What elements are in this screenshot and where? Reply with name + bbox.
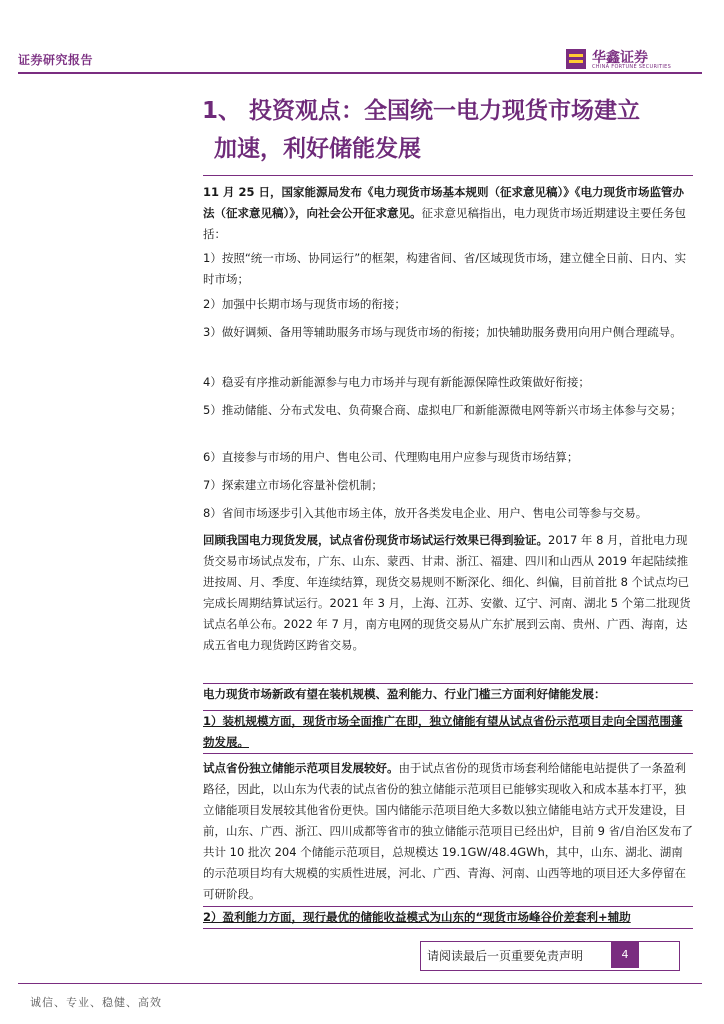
task-item: 7）探索建立市场化容量补偿机制； — [203, 478, 383, 492]
task-item: 1）按照“统一市场、协同运行”的框架，构建省间、省/区域现货市场，建立健全日前、日内、实时市场； — [203, 251, 687, 286]
task-item: 6）直接参与市场的用户、售电公司、代理购电用户应参与现货市场结算； — [203, 450, 579, 464]
point1-bold: 试点省份独立储能示范项目发展较好。 — [203, 761, 399, 775]
intro-divider — [203, 175, 693, 176]
section-heading — [202, 92, 702, 168]
review-rest: 2017 年 8 月，首批电力现货交易市场试点发布，广东、山东、蒙西、甘肃、浙江、福建、四川和山西从 2019 年起陆续推进按周、月、季度、年连续结算，现货交易规则不断深化、细化、纠偏，目前首批 8 个试点均已完成长周期结算试运行。2021 年 3 月，上海、江苏、安徽、辽宁、河南、湖北 5 个第二批现货试点名单公布。2022 年 7 月，南方电网的现货交易从广东扩展到云南、贵州、广西、海南，达成五省电力现货跨区跨省交易。 — [203, 533, 691, 652]
section-title: 电力现货市场新政有望在装机规模、盈利能力、行业门槛三方面利好储能发展： — [203, 687, 606, 701]
page-number: 4 — [611, 942, 639, 968]
logo-text: 华鑫证券 — [592, 50, 648, 66]
heading-line-1: 1、 投资观点：全国统一电力现货市场建立 — [202, 98, 641, 124]
task-item: 2）加强中长期市场与现货市场的衔接； — [203, 297, 406, 311]
intro-paragraph — [203, 182, 693, 245]
header-divider — [18, 72, 702, 74]
company-logo — [566, 47, 706, 73]
point1-title: 1）装机规模方面，现货市场全面推广在即，独立储能有望从试点省份示范项目走向全国范围蓬勃发展。 — [203, 710, 693, 754]
point1-paragraph — [203, 758, 693, 905]
report-type-label: 证券研究报告 — [18, 53, 94, 67]
task-item: 3）做好调频、备用等辅助服务市场与现货市场的衔接；加快辅助服务费用向用户侧合理疏导。 — [203, 325, 682, 339]
point1-rest: 由于试点省份的现货市场套利给储能电站提供了一条盈利路径，因此，以山东为代表的试点省份的独立储能示范项目已能够实现收入和成本基本打平，独立储能项目发展较其他省份更快。国内储能示范项目绝大多数以独立储能电站方式开发建设，目前，山东、广西、浙江、四川成都等省市的独立储能示范项目已经出炉，目前 9 省/自治区发布了共计 10 批次 204 个储能示范项目，总规模达 19.1GW/48.4GWh，其中，山东、湖北、湖南的示范项目均有大规模的实质性进展，河北、广西、青海、河南、山西等地的项目还大多停留在可研阶段。 — [203, 761, 693, 901]
task-item: 4）稳妥有序推动新能源参与电力市场并与现有新能源保障性政策做好衔接； — [203, 375, 590, 389]
intro-bold: 11 月 25 日，国家能源局发布《电力现货市场基本规则（征求意见稿）》《电力现货市场监管办法（征求意见稿）》，向社会公开征求意见。 — [203, 185, 685, 220]
task-item: 5）推动储能、分布式发电、负荷聚合商、虚拟电厂和新能源微电网等新兴市场主体参与交易； — [203, 403, 682, 417]
review-bold: 回顾我国电力现货发展，试点省份现货市场试运行效果已得到验证。 — [203, 533, 548, 547]
footer-divider — [18, 983, 702, 984]
intro-rest: 征求意见稿指出，电力现货市场近期建设主要任务包括： — [203, 206, 686, 241]
heading-line-2: 加速，利好储能发展 — [214, 136, 421, 162]
point2-title: 2）盈利能力方面，现行最优的储能收益模式为山东的“现货市场峰谷价差套利+辅助 — [203, 906, 693, 929]
logo-subtext: CHINA FORTUNE SECURITIES — [592, 64, 672, 70]
section-divider — [203, 683, 693, 684]
task-item: 8）省间市场逐步引入其他市场主体，放开各类发电企业、用户、售电公司等参与交易。 — [203, 506, 648, 520]
company-motto: 诚信、专业、稳健、高效 — [30, 996, 162, 1009]
review-paragraph — [203, 530, 693, 656]
disclaimer-note: 请阅读最后一页重要免责声明 — [427, 949, 584, 963]
logo-mark-icon — [566, 49, 586, 69]
